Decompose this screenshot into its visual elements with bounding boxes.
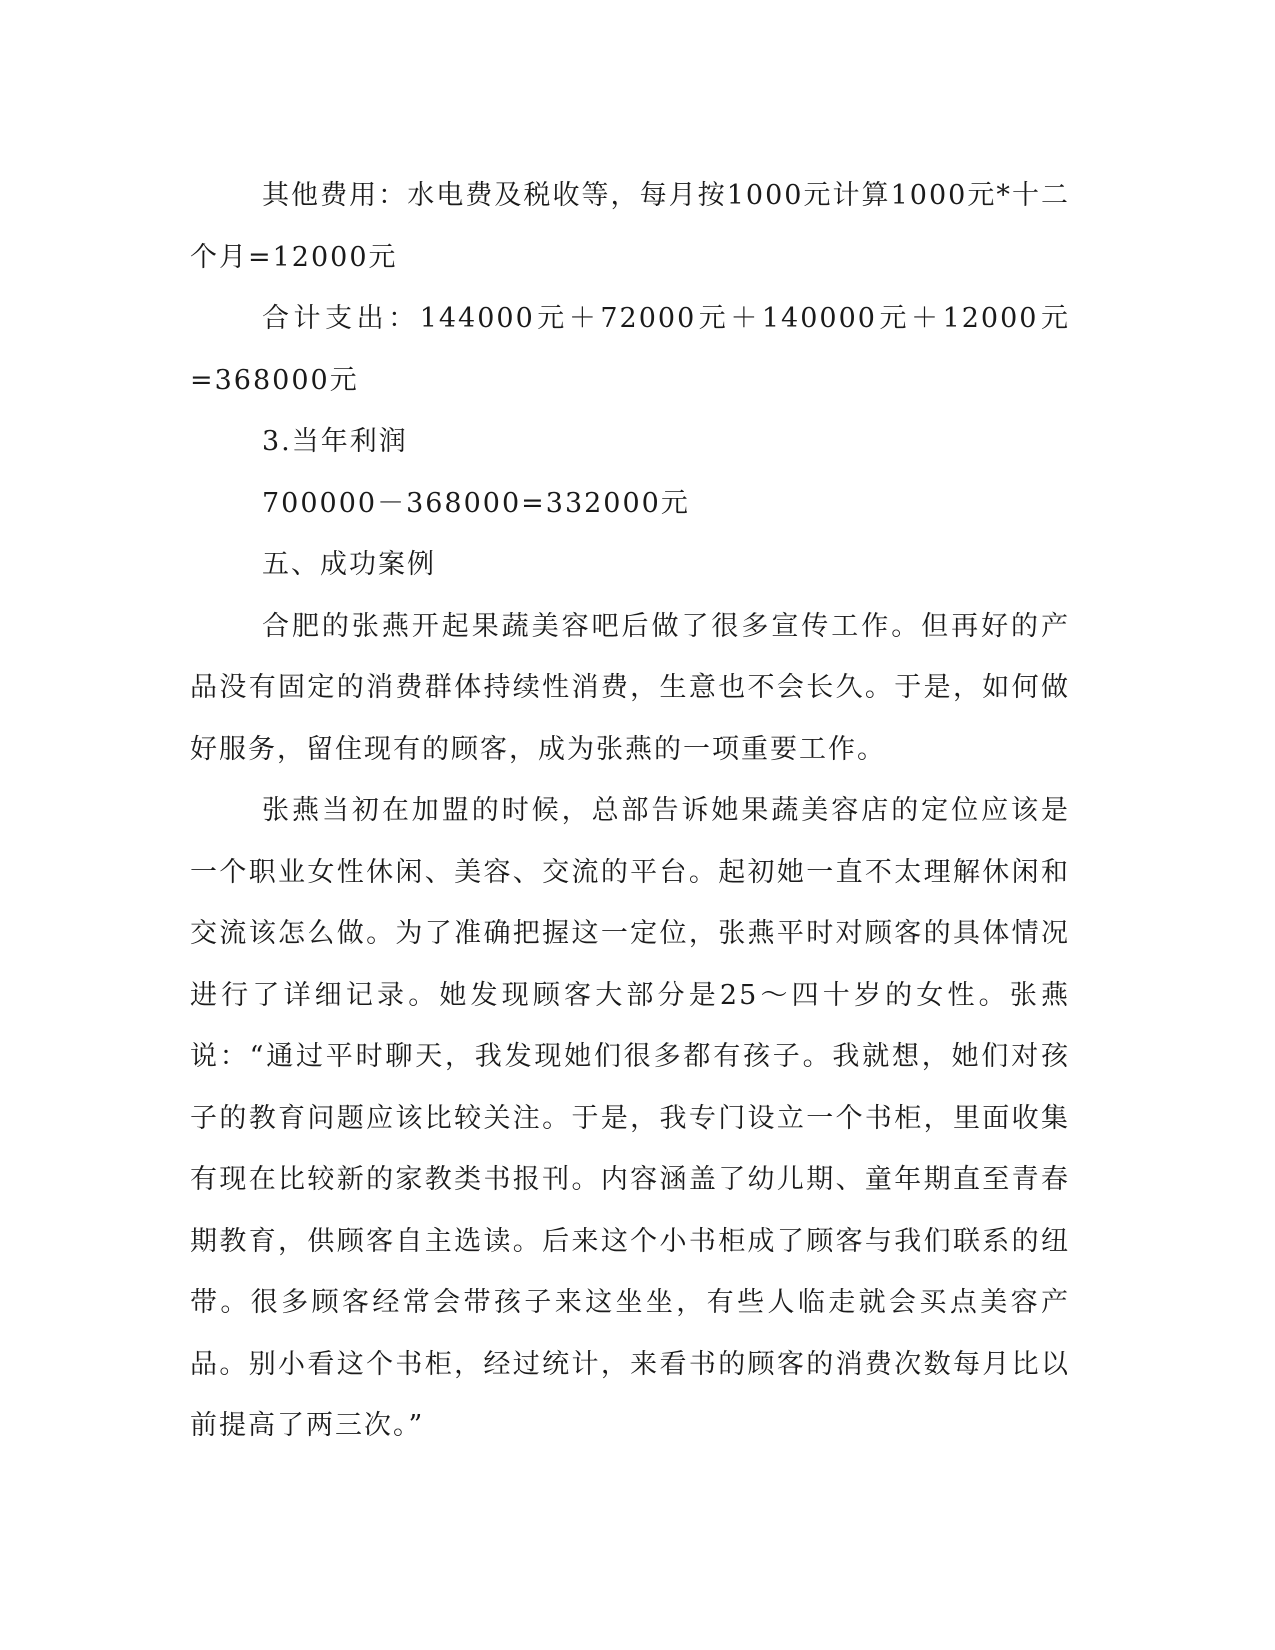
heading-annual-profit: 3.当年利润 xyxy=(262,426,408,457)
document-body xyxy=(190,165,1070,1457)
heading-success-case: 五、成功案例 xyxy=(262,549,436,580)
paragraph-other-expenses: 其他费用：水电费及税收等，每月按1000元计算1000元*十二个月=12000元 xyxy=(190,180,1070,273)
paragraph-case-intro: 合肥的张燕开起果蔬美容吧后做了很多宣传工作。但再好的产品没有固定的消费群体持续性消费，生意也不会长久。于是，如何做好服务，留住现有的顾客，成为张燕的一项重要工作。 xyxy=(190,610,1070,765)
paragraph-case-detail: 张燕当初在加盟的时候，总部告诉她果蔬美容店的定位应该是一个职业女性休闲、美容、交流的平台。起初她一直不太理解休闲和交流该怎么做。为了准确把握这一定位，张燕平时对顾客的具体情况进行了详细记录。她发现顾客大部分是25～四十岁的女性。张燕说：“通过平时聊天，我发现她们很多都有孩子。我就想，她们对孩子的教育问题应该比较关注。于是，我专门设立一个书柜，里面收集有现在比较新的家教类书报刊。内容涵盖了幼儿期、童年期直至青春期教育，供顾客自主选读。后来这个小书柜成了顾客与我们联系的纽带。很多顾客经常会带孩子来这坐坐，有些人临走就会买点美容产品。别小看这个书柜，经过统计，来看书的顾客的消费次数每月比以前提高了两三次。” xyxy=(190,795,1070,1441)
paragraph-total-expenses: 合计支出：144000元＋72000元＋140000元＋12000元=368000元 xyxy=(190,303,1070,396)
paragraph-profit-calculation: 700000－368000=332000元 xyxy=(262,487,690,519)
